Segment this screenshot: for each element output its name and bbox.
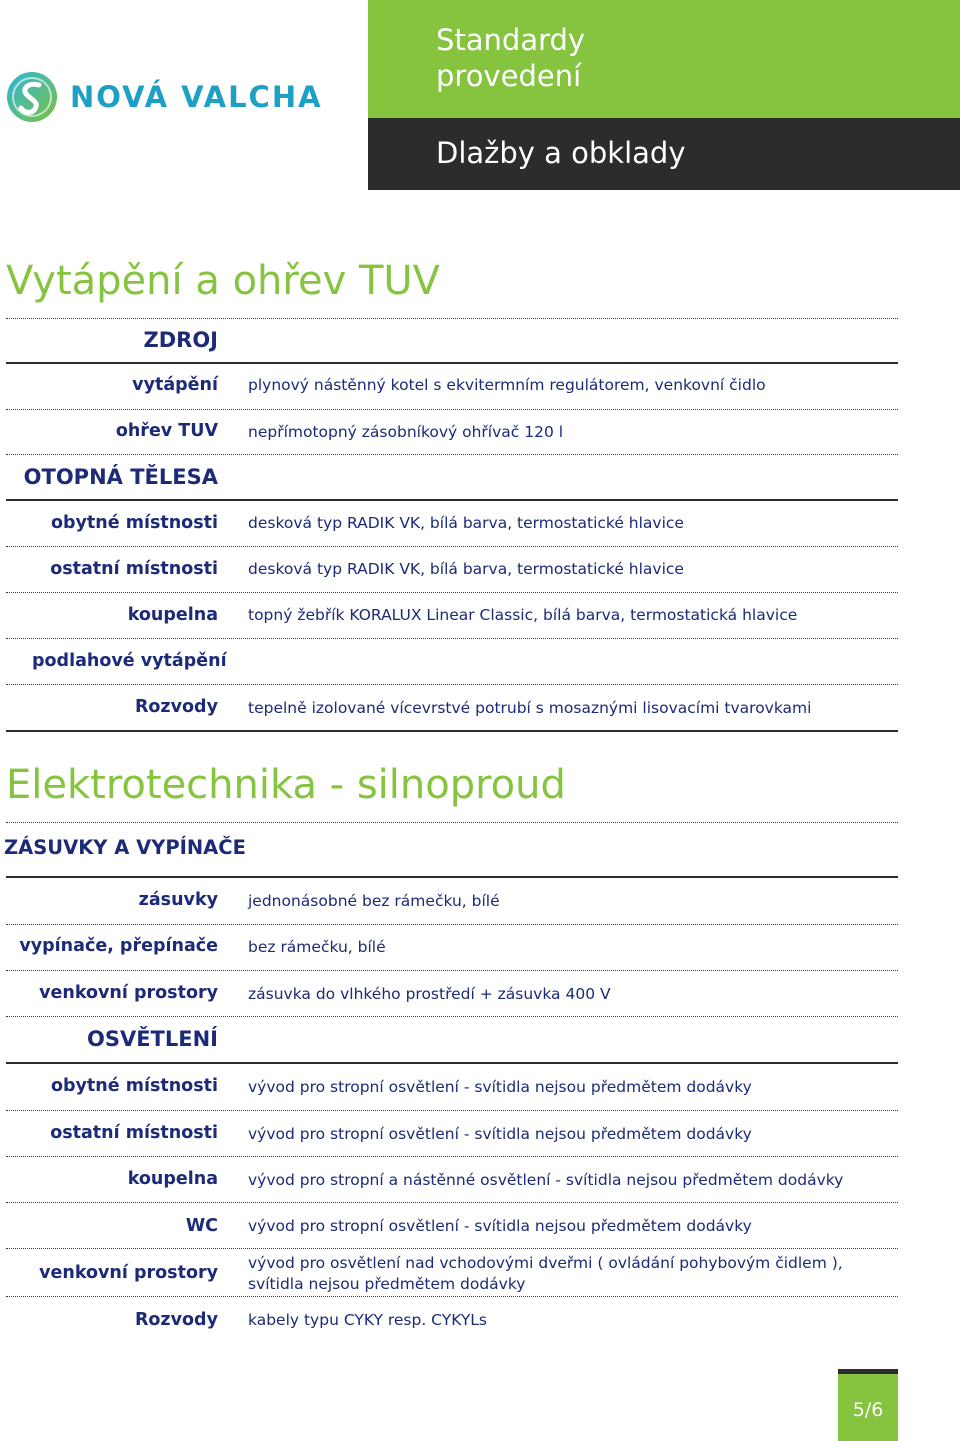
subsection-heading-osvetleni: OSVĚTLENÍ: [86, 1027, 218, 1051]
divider: [6, 1296, 898, 1297]
row-label: ostatní místnosti: [50, 559, 218, 579]
divider: [6, 970, 898, 971]
divider: [6, 1156, 898, 1157]
page-number: 5/6: [852, 1399, 884, 1421]
brand-logo: [6, 68, 326, 126]
divider: [6, 1202, 898, 1203]
section-title-heating: Vytápění a ohřev TUV: [6, 258, 441, 304]
row-label: koupelna: [127, 1169, 218, 1189]
divider: [6, 924, 898, 925]
divider: [6, 1062, 898, 1064]
logo-emblem-icon: [6, 71, 58, 123]
divider: [6, 684, 898, 685]
row-label: WC: [185, 1216, 218, 1236]
header-category-title: Dlažby a obklady: [436, 136, 686, 170]
row-label: obytné místnosti: [50, 1076, 218, 1096]
row-value: vývod pro stropní osvětlení - svítidla nejsou předmětem dodávky: [248, 1217, 752, 1235]
header-dark-panel: [368, 118, 960, 190]
row-value: tepelně izolované vícevrstvé potrubí s mosaznými lisovacími tvarovkami: [248, 699, 812, 717]
divider: [6, 362, 898, 364]
divider: [6, 409, 898, 410]
row-value: desková typ RADIK VK, bílá barva, termostatické hlavice: [248, 560, 684, 578]
row-label: vypínače, přepínače: [19, 936, 218, 956]
divider: [6, 876, 898, 878]
subsection-heading-podlahove: podlahové vytápění: [32, 651, 227, 671]
row-value: zásuvka do vlhkého prostředí + zásuvka 400 V: [248, 985, 611, 1003]
row-label: Rozvody: [134, 1310, 218, 1330]
row-label: vytápění: [132, 375, 218, 395]
row-value: vývod pro stropní a nástěnné osvětlení - svítidla nejsou předmětem dodávky: [248, 1171, 844, 1189]
row-label: koupelna: [127, 605, 218, 625]
row-label: zásuvky: [138, 890, 218, 910]
row-value: jednonásobné bez rámečku, bílé: [248, 892, 500, 910]
subsection-heading-zdroj: ZDROJ: [143, 328, 218, 352]
page-number-tab: [838, 1369, 898, 1441]
divider: [6, 546, 898, 547]
divider: [6, 592, 898, 593]
divider: [6, 638, 898, 639]
divider: [6, 454, 898, 455]
row-label: venkovní prostory: [39, 1263, 218, 1283]
row-value: vývod pro stropní osvětlení - svítidla nejsou předmětem dodávky: [248, 1125, 752, 1143]
row-value: plynový nástěnný kotel s ekvitermním regulátorem, venkovní čidlo: [248, 376, 766, 394]
row-value: bez rámečku, bílé: [248, 938, 386, 956]
brand-name: NOVÁ VALCHA: [70, 80, 323, 114]
row-value: vývod pro stropní osvětlení - svítidla nejsou předmětem dodávky: [248, 1078, 752, 1096]
row-label: venkovní prostory: [39, 983, 218, 1003]
row-label: ohřev TUV: [115, 421, 218, 441]
header-green-panel: [368, 0, 960, 118]
divider: [6, 822, 898, 823]
subsection-heading-otopna: OTOPNÁ TĚLESA: [23, 465, 218, 489]
row-label: ostatní místnosti: [50, 1123, 218, 1143]
header-standards-title: Standardy provedení: [436, 23, 586, 93]
divider: [6, 1110, 898, 1111]
divider: [6, 1016, 898, 1017]
divider: [6, 318, 898, 319]
section-title-electro: Elektrotechnika - silnoproud: [6, 762, 566, 808]
row-value: kabely typu CYKY resp. CYKYLs: [248, 1311, 487, 1329]
subsection-heading-zasuvky: ZÁSUVKY A VYPÍNAČE: [4, 836, 246, 859]
divider: [6, 499, 898, 501]
row-value: topný žebřík KORALUX Linear Classic, bílá barva, termostatická hlavice: [248, 606, 798, 624]
row-value: desková typ RADIK VK, bílá barva, termostatické hlavice: [248, 514, 684, 532]
row-label: obytné místnosti: [50, 513, 218, 533]
divider: [6, 730, 898, 732]
row-value: vývod pro osvětlení nad vchodovými dveřmi ( ovládání pohybovým čidlem ), svítidla nejsou předmětem dodávky: [248, 1254, 843, 1293]
divider: [6, 1248, 898, 1249]
row-value: nepřímotopný zásobníkový ohřívač 120 l: [248, 423, 564, 441]
row-label: Rozvody: [134, 697, 218, 717]
